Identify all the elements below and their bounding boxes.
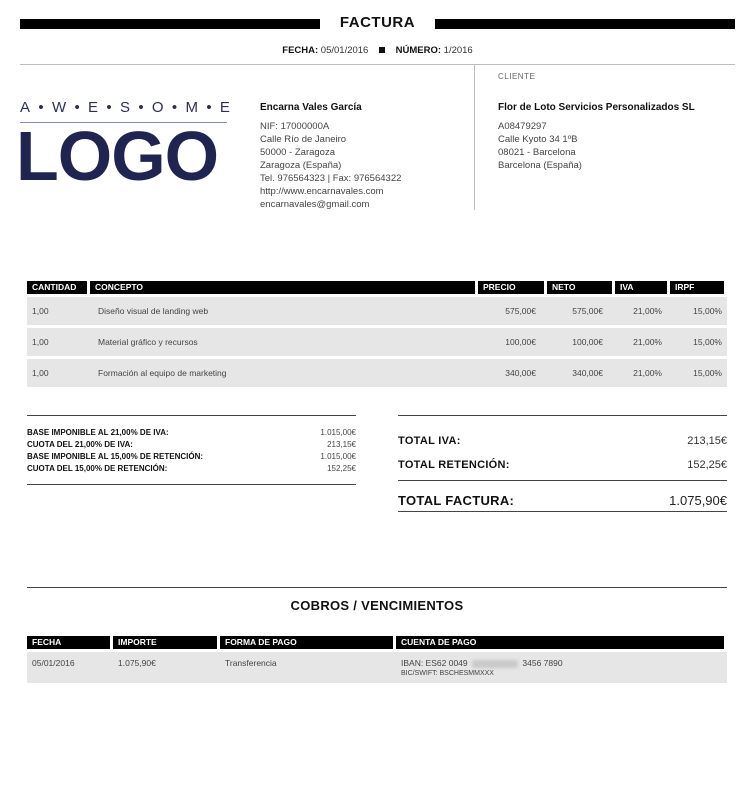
cell-irpf: 15,00% xyxy=(693,368,722,378)
tax-divider-top xyxy=(27,415,356,416)
fecha-label: FECHA: xyxy=(282,45,319,56)
logo-letter: A xyxy=(20,99,31,116)
cell-iva: 21,00% xyxy=(633,306,662,316)
logo-letter: E xyxy=(88,99,99,116)
total-iva-value: 213,15€ xyxy=(687,435,727,447)
col-forma-pago: FORMA DE PAGO xyxy=(220,636,393,649)
cell-cantidad: 1,00 xyxy=(32,306,49,316)
logo-dot: • xyxy=(171,99,178,116)
total-retencion-label: TOTAL RETENCIÓN: xyxy=(398,459,510,471)
emitter-website: http://www.encarnavales.com xyxy=(260,186,384,197)
col-fecha: FECHA xyxy=(27,636,110,649)
total-retencion xyxy=(398,459,727,471)
logo-letter: O xyxy=(151,99,164,116)
iban-prefix: IBAN: ES62 0049 xyxy=(401,658,468,668)
cobros-title: COBROS / VENCIMIENTOS xyxy=(290,598,464,613)
col-precio: PRECIO xyxy=(478,281,544,294)
client-cif: A08479297 xyxy=(498,121,547,132)
cell-concepto: Material gráfico y recursos xyxy=(98,337,198,347)
tax-label: BASE IMPONIBLE AL 15,00% DE RETENCIÓN: xyxy=(27,452,204,461)
tax-label: CUOTA DEL 21,00% DE IVA: xyxy=(27,440,133,449)
cell-neto: 100,00€ xyxy=(572,337,603,347)
tax-breakdown xyxy=(27,427,356,475)
logo-letter: W xyxy=(51,99,67,116)
bic-swift: BIC/SWIFT: BSCHESMMXXX xyxy=(401,670,494,677)
tax-label: BASE IMPONIBLE AL 21,00% DE IVA: xyxy=(27,428,169,437)
redacted-iban-segment xyxy=(472,660,518,668)
emitter-city: 50000 - Zaragoza xyxy=(260,147,335,158)
table-row xyxy=(27,652,727,683)
client-label: CLIENTE xyxy=(498,72,536,81)
col-iva: IVA xyxy=(615,281,667,294)
items-header-row xyxy=(27,281,727,294)
title-bar-right xyxy=(435,19,735,29)
client-region: Barcelona (España) xyxy=(498,160,582,171)
payments-header-row xyxy=(27,636,727,649)
cell-iva: 21,00% xyxy=(633,337,662,347)
header-divider xyxy=(20,64,735,65)
cell-fecha: 05/01/2016 xyxy=(32,658,75,668)
cell-precio: 575,00€ xyxy=(505,306,536,316)
tax-value: 1.015,00€ xyxy=(320,452,356,461)
separator-square-icon xyxy=(379,47,385,53)
client-city: 08021 - Barcelona xyxy=(498,147,576,158)
col-cantidad: CANTIDAD xyxy=(27,281,87,294)
col-concepto: CONCEPTO xyxy=(90,281,475,294)
logo-dot: • xyxy=(38,99,44,116)
cell-cuenta-pago xyxy=(396,658,727,683)
total-iva xyxy=(398,435,727,447)
logo-awesome xyxy=(20,99,230,116)
iban-suffix: 3456 7890 xyxy=(522,658,563,668)
tax-row xyxy=(27,427,356,439)
table-row xyxy=(27,359,727,387)
total-factura xyxy=(398,493,727,508)
cell-importe: 1.075,90€ xyxy=(118,658,156,668)
logo-letter: M xyxy=(185,99,198,116)
cell-neto: 340,00€ xyxy=(572,368,603,378)
emitter-nif: NIF: 17000000A xyxy=(260,121,330,132)
logo-letter: S xyxy=(119,99,130,116)
client-name: Flor de Loto Servicios Personalizados SL xyxy=(498,102,695,113)
col-irpf: IRPF xyxy=(670,281,724,294)
col-cuenta-pago: CUENTA DE PAGO xyxy=(396,636,724,649)
tax-divider-bottom xyxy=(27,484,356,485)
payments-table xyxy=(27,636,727,683)
cell-precio: 100,00€ xyxy=(505,337,536,347)
col-importe: IMPORTE xyxy=(113,636,217,649)
cell-precio: 340,00€ xyxy=(505,368,536,378)
totals-divider-top xyxy=(398,415,727,416)
tax-value: 152,25€ xyxy=(327,464,356,473)
totals-divider-bottom xyxy=(398,511,727,512)
emitter-block xyxy=(260,101,401,211)
cell-neto: 575,00€ xyxy=(572,306,603,316)
total-iva-label: TOTAL IVA: xyxy=(398,435,461,447)
client-street: Calle Kyoto 34 1ºB xyxy=(498,134,578,145)
fecha-value: 05/01/2016 xyxy=(320,45,369,56)
logo-dot: • xyxy=(206,99,212,116)
totals-divider-mid xyxy=(398,480,727,481)
emitter-name: Encarna Vales García xyxy=(260,102,362,113)
numero-value: 1/2016 xyxy=(443,45,473,56)
client-divider xyxy=(474,65,475,210)
cell-cantidad: 1,00 xyxy=(32,337,49,347)
title-bar-left xyxy=(20,19,320,29)
table-row xyxy=(27,328,727,356)
emitter-street: Calle Río de Janeiro xyxy=(260,134,347,145)
col-neto: NETO xyxy=(547,281,612,294)
tax-value: 1.015,00€ xyxy=(320,428,356,437)
total-retencion-value: 152,25€ xyxy=(687,459,727,471)
logo-dot: • xyxy=(74,99,80,116)
logo: LOGO xyxy=(16,117,219,195)
emitter-region: Zaragoza (España) xyxy=(260,160,342,171)
invoice-meta xyxy=(20,45,735,56)
iban xyxy=(401,658,727,668)
tax-row xyxy=(27,463,356,475)
cell-concepto: Formación al equipo de marketing xyxy=(98,368,227,378)
tax-row xyxy=(27,439,356,451)
total-factura-label: TOTAL FACTURA: xyxy=(398,493,515,508)
logo-dot: • xyxy=(106,99,112,116)
table-row xyxy=(27,297,727,325)
logo-letter: E xyxy=(219,99,230,116)
tax-label: CUOTA DEL 15,00% DE RETENCIÓN: xyxy=(27,464,168,473)
numero-label: NÚMERO: xyxy=(395,45,442,56)
cell-iva: 21,00% xyxy=(633,368,662,378)
cell-irpf: 15,00% xyxy=(693,337,722,347)
cell-forma-pago: Transferencia xyxy=(225,658,277,668)
cell-irpf: 15,00% xyxy=(693,306,722,316)
tax-row xyxy=(27,451,356,463)
cell-cantidad: 1,00 xyxy=(32,368,49,378)
cell-concepto: Diseño visual de landing web xyxy=(98,306,209,316)
total-factura-value: 1.075,90€ xyxy=(669,493,727,508)
cobros-divider xyxy=(27,587,727,588)
emitter-email: encarnavales@gmail.com xyxy=(260,199,370,210)
tax-value: 213,15€ xyxy=(327,440,356,449)
logo-dot: • xyxy=(138,99,144,116)
emitter-phone: Tel. 976564323 | Fax: 976564322 xyxy=(260,173,402,184)
items-table xyxy=(27,281,727,387)
client-block xyxy=(498,101,695,172)
invoice-title: FACTURA xyxy=(339,14,416,31)
